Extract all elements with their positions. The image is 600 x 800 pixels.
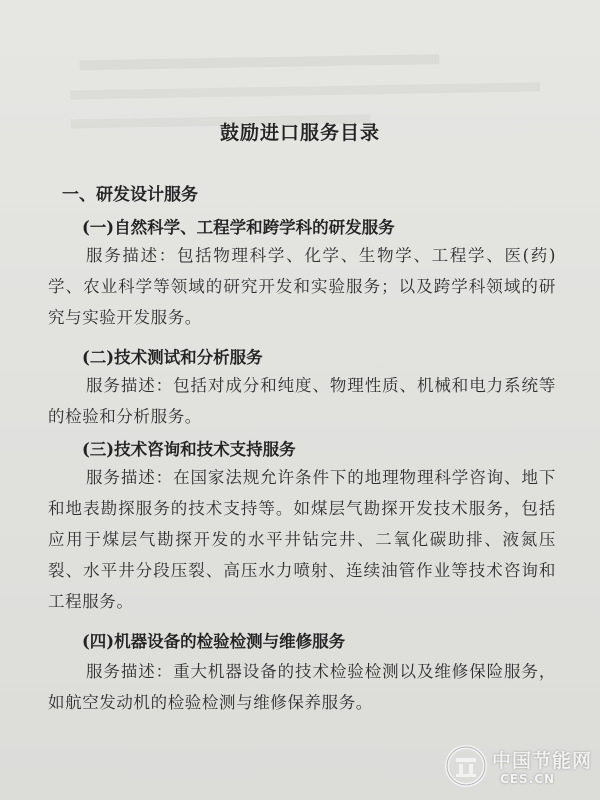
watermark-name-cn: 中国节能网	[492, 750, 593, 772]
section-heading: 一、研发设计服务	[62, 185, 198, 205]
ces-logo-icon	[444, 744, 488, 788]
site-watermark	[444, 742, 594, 796]
watermark-name-en: CES.CN	[500, 772, 556, 786]
subsection-heading-3: (三)技术咨询和技术支持服务	[82, 440, 296, 459]
subsection-body-3: 服务描述：在国家法规允许条件下的地理物理科学咨询、地下和地表勘探服务的技术支持等。如煤层气勘探开发技术服务，包括应用于煤层气勘探开发的水平井钻完井、二氧化碳助排、液氮压裂、水平井分段压裂、高压水力喷射、连续油管作业等技术咨询和工程服务。	[48, 468, 556, 611]
subsection-heading-2: (二)技术测试和分析服务	[82, 348, 263, 367]
subsection-heading-4: (四)机器设备的检验检测与维修服务	[82, 632, 346, 651]
subsection-heading-1: (一)自然科学、工程学和跨学科的研发服务	[82, 218, 395, 237]
page-title: 鼓励进口服务目录	[219, 122, 380, 144]
subsection-body-2: 服务描述：包括对成分和纯度、物理性质、机械和电力系统等的检验和分析服务。	[48, 376, 556, 426]
bleed-through-texture	[69, 35, 590, 128]
subsection-body-1: 服务描述：包括物理科学、化学、生物学、工程学、医(药)学、农业科学等领域的研究开发和实验服务；以及跨学科领域的研究与实验开发服务。	[48, 246, 556, 327]
subsection-body-4: 服务描述：重大机器设备的技术检验检测以及维修保险服务，如航空发动机的检验检测与维修保养服务。	[48, 662, 556, 712]
